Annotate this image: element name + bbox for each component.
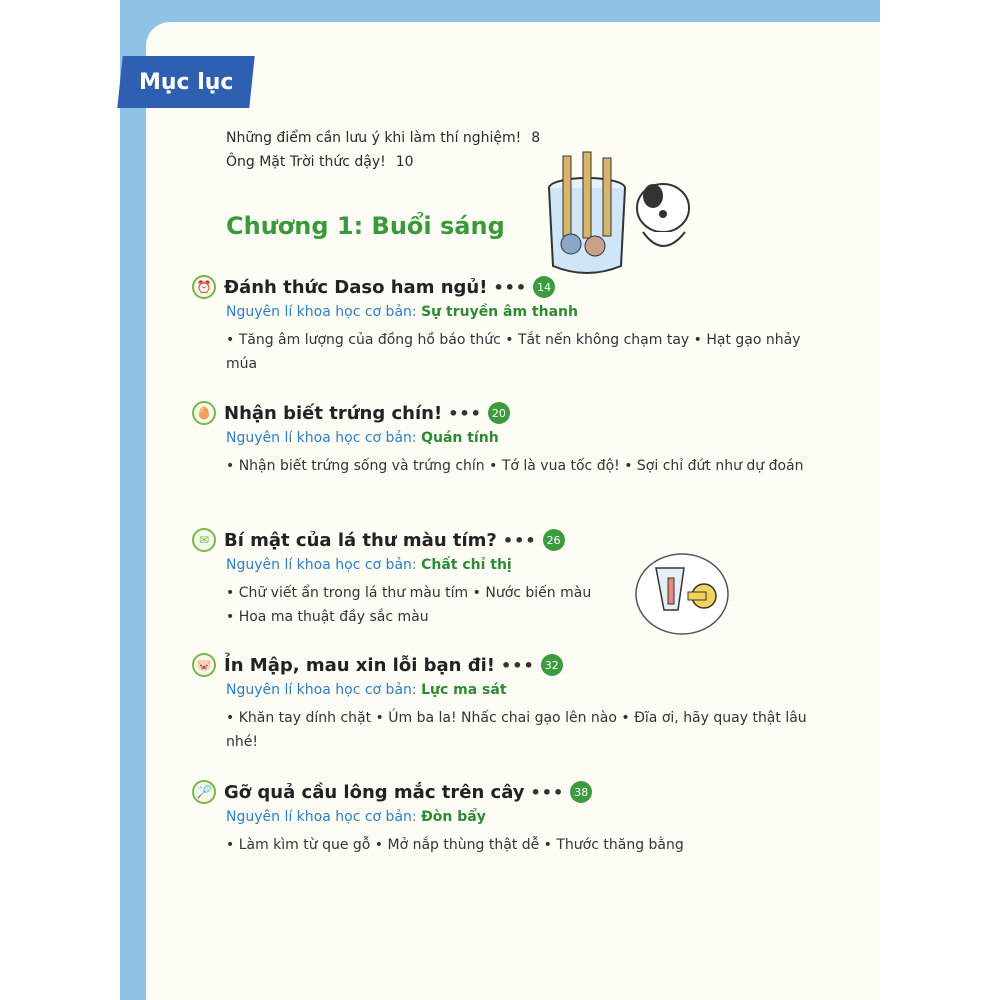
section-title: Gỡ quả cầu lông mắc trên cây bbox=[224, 781, 525, 803]
dots-separator: ••• bbox=[501, 655, 535, 675]
activity-list bbox=[226, 706, 812, 754]
principle-label: Nguyên lí khoa học cơ bản: bbox=[226, 809, 417, 825]
egg-icon: 🥚 bbox=[192, 401, 216, 425]
principle-line bbox=[226, 304, 812, 320]
section-title: Nhận biết trứng chín! bbox=[224, 402, 443, 424]
intro-page: 8 bbox=[531, 130, 541, 146]
activity-line: • Chữ viết ẩn trong lá thư màu tím • Nước biến màu bbox=[226, 585, 592, 601]
dots-separator: ••• bbox=[530, 782, 565, 802]
principle-line bbox=[226, 430, 812, 446]
toc-section[interactable] bbox=[192, 272, 812, 376]
dots-separator: ••• bbox=[448, 403, 482, 423]
toc-section[interactable] bbox=[192, 650, 812, 754]
shuttlecock-icon: 🏸 bbox=[192, 780, 216, 804]
table-of-contents-tag bbox=[117, 56, 254, 108]
section-title: Bí mật của lá thư màu tím? bbox=[224, 529, 497, 551]
tag-label: Mục lục bbox=[138, 69, 234, 95]
section-title: Đánh thức Daso ham ngủ! bbox=[224, 276, 488, 298]
chapter-title: Chương 1: Buổi sáng bbox=[226, 212, 505, 240]
intro-page: 10 bbox=[395, 154, 414, 170]
principle-label: Nguyên lí khoa học cơ bản: bbox=[226, 304, 417, 320]
page-badge: 38 bbox=[570, 781, 592, 803]
beaker-dog-illustration bbox=[535, 148, 705, 278]
principle-line bbox=[226, 809, 812, 825]
page-badge: 14 bbox=[533, 276, 555, 298]
letter-icon: ✉ bbox=[192, 528, 216, 552]
pig-face-icon: 🐷 bbox=[192, 653, 216, 677]
page-badge: 32 bbox=[541, 654, 563, 676]
alarm-clock-icon: ⏰ bbox=[192, 275, 216, 299]
principle-value: Đòn bẩy bbox=[421, 809, 486, 825]
activity-line: • Làm kìm từ que gỗ • Mở nắp thùng thật dễ • Thước thăng bằng bbox=[226, 837, 684, 853]
principle-value: Chất chỉ thị bbox=[421, 557, 512, 573]
activity-list bbox=[226, 328, 812, 376]
activity-line: • Nhận biết trứng sống và trứng chín • Tớ là vua tốc độ! • Sợi chỉ đứt như dự đoán bbox=[226, 458, 804, 474]
toc-section[interactable] bbox=[192, 398, 812, 478]
principle-value: Sự truyền âm thanh bbox=[421, 304, 578, 320]
activity-list bbox=[226, 833, 812, 857]
activity-line: • Tăng âm lượng của đồng hồ báo thức • Tắt nến không chạm tay • Hạt gạo nhảy múa bbox=[226, 332, 801, 372]
dots-separator: ••• bbox=[493, 277, 528, 297]
activity-line: • Khăn tay dính chặt • Úm ba la! Nhấc chai gạo lên nào • Đĩa ơi, hãy quay thật lâu nhé! bbox=[226, 710, 807, 750]
dots-separator: ••• bbox=[502, 530, 537, 550]
page-badge: 26 bbox=[543, 529, 565, 551]
principle-line bbox=[226, 682, 812, 698]
activity-line: • Hoa ma thuật đầy sắc màu bbox=[226, 609, 429, 625]
principle-label: Nguyên lí khoa học cơ bản: bbox=[226, 430, 417, 446]
principle-label: Nguyên lí khoa học cơ bản: bbox=[226, 682, 417, 698]
glass-experiment-illustration bbox=[634, 552, 730, 636]
principle-label: Nguyên lí khoa học cơ bản: bbox=[226, 557, 417, 573]
section-title: Ỉn Mập, mau xin lỗi bạn đi! bbox=[224, 654, 496, 676]
intro-line-2[interactable] bbox=[226, 154, 414, 170]
principle-value: Lực ma sát bbox=[421, 682, 507, 698]
intro-text: Ông Mặt Trời thức dậy! bbox=[226, 154, 386, 170]
activity-list bbox=[226, 454, 812, 478]
intro-text: Những điểm cần lưu ý khi làm thí nghiệm! bbox=[226, 130, 522, 146]
page-badge: 20 bbox=[488, 402, 510, 424]
toc-section[interactable] bbox=[192, 777, 812, 857]
principle-value: Quán tính bbox=[421, 430, 499, 446]
intro-line-1[interactable] bbox=[226, 130, 540, 146]
